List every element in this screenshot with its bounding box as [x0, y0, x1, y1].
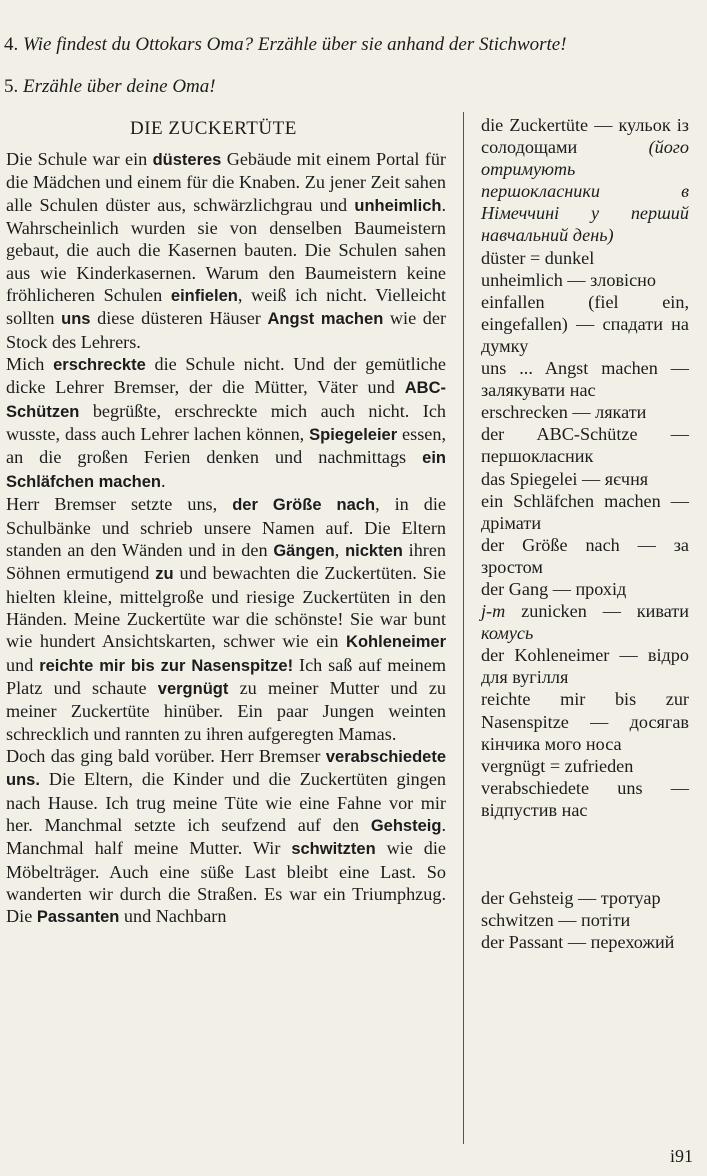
paragraph-text: Doch das ging bald vorüber. Herr Bremser: [6, 745, 326, 766]
story-paragraph: [6, 745, 446, 929]
glossary-entry: [481, 887, 689, 909]
glossary-text: der Größe nach — за зростом: [481, 534, 689, 577]
story-title: DIE ZUCKERTÜTE: [130, 118, 297, 139]
glossed-word: der Größe nach: [232, 496, 376, 515]
paragraph-text: , in die Schulbänke und schrieb unsere Namen auf. Die Eltern standen an den Wänden und in den: [6, 494, 446, 560]
paragraph-text: , weiß ich nicht. Vielleicht sollten: [6, 285, 446, 329]
paragraph-text: essen, an die großen Ferien denken und nachmittags: [6, 424, 446, 468]
glossary-text: der Gehsteig — тротуар: [481, 888, 661, 908]
glossary-text: j-m: [481, 601, 506, 622]
glossary-entry: [481, 909, 689, 931]
glossary-entry: [481, 423, 689, 467]
glossed-word: unheimlich: [354, 196, 442, 215]
page-number: i91: [669, 1146, 693, 1166]
paragraph-text: die Schule nicht. Und der gemütliche dicke Lehrer Bremser, der die Mütter, Väter und: [6, 354, 446, 398]
glossary-text: düster = dunkel: [481, 247, 595, 268]
glossary-text: uns ... Angst machen — залякувати нас: [481, 358, 689, 401]
glossary-top: [481, 114, 689, 821]
glossed-word: Spiegeleier: [309, 426, 398, 445]
glossary-text: schwitzen — потіти: [481, 910, 631, 931]
glossary-entry: [481, 755, 689, 777]
glossary-entry: [481, 468, 689, 490]
glossed-word: ein Schläfchen machen: [6, 449, 446, 491]
glossary-text: комусь: [481, 623, 534, 644]
glossed-word: einfielen: [170, 287, 238, 306]
glossary-entry: [481, 578, 689, 600]
glossary-entry: [481, 534, 689, 578]
paragraph-text: Ich saß auf meinem Platz und schaute: [6, 654, 446, 698]
glossed-word: Kohleneimer: [346, 633, 446, 652]
glossed-word: Passanten: [36, 908, 120, 927]
glossary-text: der Passant — перехожий: [481, 932, 675, 953]
glossary-text: zunicken — кивати: [505, 601, 689, 622]
glossary-entry: [481, 357, 689, 401]
glossary-text: vergnügt = zufrieden: [481, 755, 634, 776]
paragraph-text: Gebäude mit einem Portal für die Mädchen und einem für die Knaben. Zu jener Zeit sahen alle Schulen düster aus, schwärzlichgrau und: [6, 149, 446, 215]
glossed-word: zu: [155, 565, 174, 584]
glossary-entry: [481, 490, 689, 534]
glossary-text: (його отримують першокласники в Німеччині у перший навчальний день): [481, 137, 689, 246]
glossary-text: verabschiedete uns — відпустив нас: [481, 777, 689, 820]
glossary-entry: [481, 269, 689, 291]
paragraph-text: Die Eltern, die Kinder und die Zuckertüten gingen nach Hause. Ich trug meine Tüte wie eine Fahne vor mir her. Manchmal setzte ich seufzend auf den: [6, 769, 446, 835]
glossed-word: verabschiedete uns.: [6, 747, 446, 790]
glossed-word: ABC-Schützen: [6, 379, 446, 421]
glossed-word: vergnügt: [157, 679, 229, 698]
paragraph-text: wie der Stock des Lehrers.: [6, 308, 447, 352]
paragraph-text: .: [160, 470, 166, 491]
glossed-word: nickten: [345, 541, 403, 560]
story-paragraph: [6, 148, 446, 353]
story-paragraph: [6, 353, 446, 493]
main-text: [6, 148, 446, 929]
glossed-word: reichte mir bis zur Nasenspitze!: [39, 656, 294, 675]
glossary-entry: [481, 401, 689, 423]
task-5: [4, 76, 216, 98]
paragraph-text: . Manchmal half meine Mutter. Wir: [6, 814, 446, 859]
glossary-entry: [481, 291, 689, 357]
glossed-word: Gehsteig: [370, 816, 442, 835]
glossary-text: die Zuckertüte — кульок із солодощами: [481, 115, 689, 158]
glossary-text: der ABC-Schütze — першокласник: [481, 424, 689, 467]
paragraph-text: und Nachbarn: [119, 906, 227, 927]
glossed-word: düsteres: [152, 151, 222, 169]
glossary-gap: [481, 821, 689, 887]
story-paragraph: [6, 493, 446, 745]
task-5-number: 5.: [4, 76, 19, 97]
glossed-word: Gängen: [273, 541, 335, 560]
glossary-text: reichte mir bis zur Nasenspitze — досягав кінчика мого носа: [481, 689, 689, 754]
glossary-entry: [481, 600, 689, 644]
paragraph-text: ihren Söhnen ermutigend: [6, 539, 447, 584]
glossary-text: ein Schläfchen machen — дрімати: [481, 490, 689, 533]
glossary: [481, 114, 689, 953]
glossary-text: unheimlich — зловісно: [481, 269, 657, 290]
glossed-word: erschreckte: [53, 356, 146, 375]
glossary-bottom: [481, 887, 689, 953]
paragraph-text: zu meiner Mutter und zu meiner Zuckertüte hinüber. Ein paar Jungen weinten schrecklich und rannten zu ihren aufgeregten Mamas.: [6, 677, 446, 744]
glossary-entry: [481, 644, 689, 688]
glossary-text: das Spiegelei — яєчня: [481, 468, 649, 489]
column-divider: [463, 112, 464, 1144]
glossed-word: schwitzten: [291, 840, 376, 859]
glossary-entry: [481, 777, 689, 821]
glossary-entry: [481, 114, 689, 247]
task-4: [4, 34, 567, 56]
glossary-text: der Kohleneimer — відро для вугілля: [481, 645, 689, 688]
paragraph-text: Herr Bremser setzte uns,: [6, 494, 233, 515]
task-4-number: 4.: [4, 34, 19, 55]
paragraph-text: Mich: [6, 354, 54, 375]
glossary-text: einfallen (fiel ein, eingefallen) — спадати на думку: [481, 291, 689, 356]
glossary-entry: [481, 688, 689, 754]
paragraph-text: wie die Möbelträger. Auch eine süße Last bleibt eine Last. So wanderten wir durch die Straßen. Es war ein Triumphzug. Die: [6, 838, 446, 927]
glossary-text: erschrecken — лякати: [481, 402, 647, 423]
glossed-word: uns: [61, 310, 91, 329]
paragraph-text: und bewachten die Zuckertüten. Sie hielten kleine, mittelgroße und riesige Zuckertüten in den Händen. Meine Zuckertüte war die schönste! Sie war bunt wie hundert Ansichtskarten, schwer wie ein: [6, 563, 446, 652]
task-4-text: Wie findest du Ottokars Oma? Erzähle über sie anhand der Stichworte!: [23, 34, 567, 55]
paragraph-text: ,: [334, 539, 346, 560]
paragraph-text: . Wahrscheinlich wurden sie von denselben Baumeistern gebaut, die auch die Kasernen bauten. Die Schulen sahen aus wie Kinderkasernen. Warum den Baumeistern keine fröhlicheren Schulen: [6, 194, 446, 306]
task-5-text: Erzähle über deine Oma!: [23, 76, 216, 97]
glossary-text: der Gang — прохід: [481, 578, 627, 599]
paragraph-text: Die Schule war ein: [6, 149, 153, 169]
paragraph-text: begrüßte, erschreckte mich auch nicht. Ich wusste, dass auch Lehrer lachen können,: [6, 400, 446, 445]
glossary-entry: [481, 931, 689, 953]
paragraph-text: und: [6, 654, 40, 675]
glossed-word: Angst machen: [267, 310, 384, 329]
glossary-entry: [481, 247, 689, 269]
paragraph-text: diese düsteren Häuser: [90, 308, 268, 329]
